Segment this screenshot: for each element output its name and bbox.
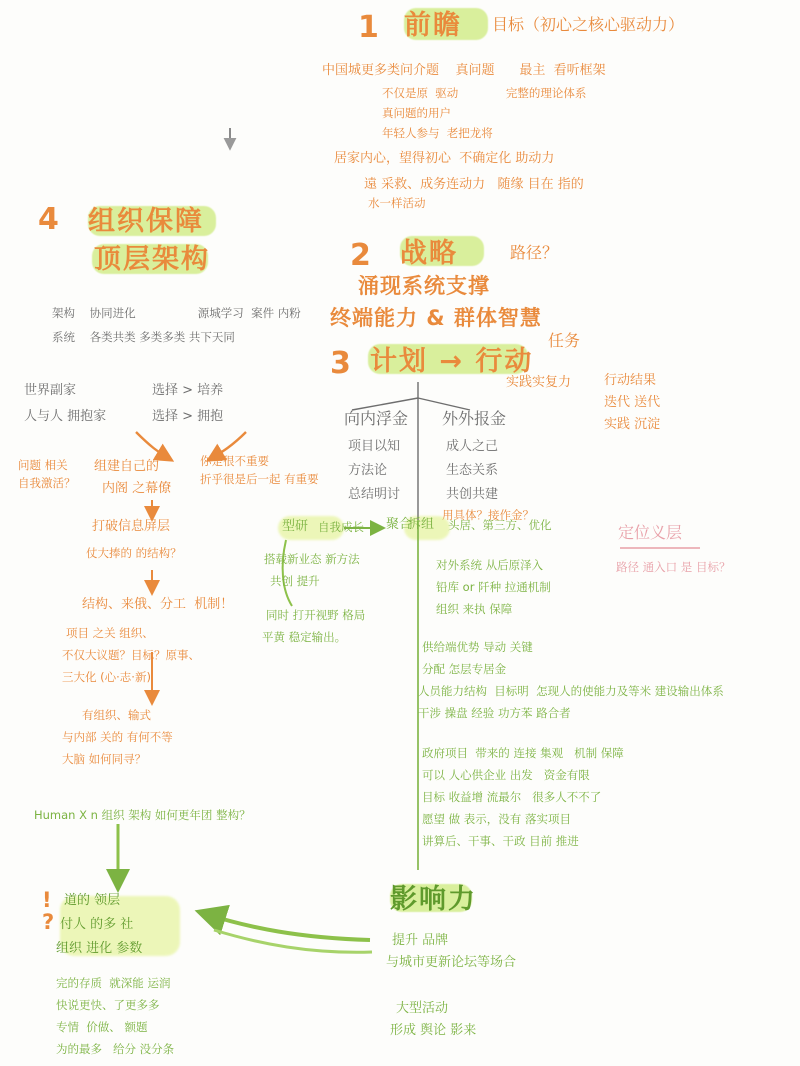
green-left-line-3: 同时 打开视野 格局 (266, 608, 366, 622)
section-3-col-right-1: 生态关系 (446, 463, 499, 478)
section-4-pair-0-right: 选择 > 培养 (152, 383, 224, 398)
section-4-footer-body-2: 专情 价做、 额题 (56, 1020, 148, 1034)
section-1-number: 1 (358, 10, 379, 45)
green-right-note: 头居、第三方、优化 (448, 518, 552, 532)
section-4-pair-0-left: 世界副家 (24, 383, 77, 398)
green-right-line-1: 铅库 or 阡种 拉通机制 (436, 580, 551, 594)
section-2-tag: 路径？ (510, 243, 559, 262)
green-right-line-7: 干涉 操盘 经验 功方苯 路合者 (418, 706, 571, 720)
section-4-title2: 顶层架构 (94, 244, 210, 275)
green-left-tag: 型研 (282, 519, 309, 534)
section-1-line-6: 水一样活动 (368, 196, 426, 210)
green-right-line-4: 供给端优势 导动 关键 (422, 640, 533, 654)
section-4-footer-mark: ! (42, 888, 53, 912)
section-4-title: 组织保障 (88, 206, 204, 237)
section-4-footer-body-0: 完的存质 就深能 运润 (56, 976, 171, 990)
section-3-right-col-0: 行动结果 (604, 373, 657, 388)
section-4-footer-mark2: ? (42, 910, 56, 934)
section-3-col-left-head: 向内浮金 (344, 409, 409, 428)
green-left-tag2: 自我成长 (318, 520, 364, 534)
section-4-margin-0: 问题 相关 (18, 458, 68, 472)
section-4-footer-body-3: 为的最多 给分 没分条 (56, 1042, 175, 1056)
section-2-line-1: 终端能力 & 群体智慧 (330, 306, 542, 330)
section-1-subtitle: 目标（初心之核心驱动力） (492, 15, 685, 34)
section-3-col-right-2: 共创共建 (446, 487, 499, 502)
section-4-chain-0: 组建自己的 (94, 459, 160, 474)
section-4-detail-1: 不仅大议题？目标？原事、 (62, 648, 200, 662)
section-4-number: 4 (38, 202, 59, 237)
section-4-footer-line-2: 组织 进化 参数 (56, 941, 143, 956)
section-5-line-0: 提升 品牌 (392, 933, 449, 948)
section-3-tag-right: 任务 (548, 331, 581, 350)
section-4-top-0: 架构 协同进化 源城学习 案件 内粉 (52, 306, 301, 320)
section-3-right-col-2: 实践 沉淀 (604, 417, 661, 432)
section-5-line-1: 与城市更新论坛等场合 (386, 955, 517, 970)
section-3-col-left-2: 总结明讨 (348, 487, 401, 502)
green-arrow-label: 聚合 (386, 517, 413, 532)
section-4-footer-body-1: 快说更快、了更多多 (56, 998, 160, 1012)
section-4-chain-3: 仗大捧的 的结构？ (86, 546, 182, 560)
section-4-detail-4: 有组织、输式 (82, 708, 151, 722)
green-right-line-6: 人员能力结构 目标明 怎现人的使能力及等米 建设输出体系 (418, 684, 724, 698)
green-right-tag: 拆组 (408, 517, 435, 532)
section-4-chain-note-1: 折乎很是后一起 有重要 (200, 472, 319, 486)
section-4-detail-6: 大脑 如何同寻？ (62, 752, 147, 766)
section-5-line-4: 形成 舆论 影来 (390, 1023, 477, 1038)
green-left-line-0: 搭载新业态 新方法 (264, 552, 360, 566)
section-4-detail-5: 与内部 关的 有何不等 (62, 730, 173, 744)
section-5-line-3: 大型活动 (396, 1001, 449, 1016)
section-4-pair-1-left: 人与人 拥抱家 (24, 409, 107, 424)
section-1-line-4: 居家内心，望得初心 不确定化 助动力 (334, 151, 555, 166)
green-right-line-0: 对外系统 从后原泽入 (436, 558, 544, 572)
section-3-right-col-1: 迭代 送代 (604, 395, 661, 410)
section-4-chain-1: 内阁 之幕僚 (102, 481, 172, 496)
green-right-line-9: 政府项目 带来的 连接 集观 机制 保障 (422, 746, 624, 760)
section-1-line-5: 遠 采救、成务连动力 随缘 目在 指的 (364, 177, 584, 192)
section-3-col-right-head: 外外报金 (442, 409, 507, 428)
pink-block-line: 路径 通入口 是 目标？ (616, 560, 731, 574)
section-1-line-3: 年轻人参与 老把龙将 (382, 126, 493, 140)
section-5-title: 影响力 (390, 884, 477, 915)
section-2-line-0: 涌现系统支撑 (358, 274, 490, 298)
green-right-line-11: 目标 收益增 流最尔 很多人不不了 (422, 790, 602, 804)
green-right-line-12: 愿望 做 表示，没有 落实项目 (422, 812, 571, 826)
section-1-line-2: 真问题的用户 (382, 106, 451, 120)
section-4-detail-2: 三大化 (心·志·新) (62, 670, 151, 684)
section-1-line-0: 中国城更多类问介题 真问题 最主 看听框架 (322, 63, 606, 78)
section-4-chain-4: 结构、来俄、分工 机制！ (82, 597, 234, 612)
green-right-line-5: 分配 怎层专居金 (422, 662, 507, 676)
section-4-pair-1-right: 选择 > 拥抱 (152, 409, 224, 424)
section-4-top-1: 系统 各类共类 多类多类 共下天同 (52, 330, 235, 344)
section-3-title: 计划 → 行动 (370, 346, 534, 377)
section-4-chain-note-0: 你是很不重要 (200, 454, 269, 468)
section-3-col-left-1: 方法论 (348, 463, 388, 478)
section-1-line-1: 不仅是原 驱动 完整的理论体系 (382, 86, 587, 100)
section-4-detail-0: 项目 之关 组织、 (66, 626, 154, 640)
pink-block-title: 定位义层 (618, 523, 683, 542)
section-4-chain-2: 打破信息屏层 (92, 519, 171, 534)
section-2-title: 战略 (400, 238, 458, 269)
section-3-mid-note: 用具体？接作金？ (442, 508, 534, 522)
section-1-title: 前瞻 (404, 10, 462, 41)
green-right-line-10: 可以 人心供企业 出发 资金有限 (422, 768, 590, 782)
section-4-margin-1: 自我激活？ (18, 476, 76, 490)
section-3-col-right-0: 成人之己 (446, 439, 499, 454)
section-4-footer-line-0: 道的 领层 (64, 893, 121, 908)
green-right-line-2: 组织 来执 保障 (436, 602, 513, 616)
green-left-line-1: 共创 提升 (270, 574, 320, 588)
section-2-number: 2 (350, 238, 371, 273)
section-4-footer-line-1: 付人 的多 社 (60, 917, 134, 932)
section-4-question: Human X n 组织 架构 如何更年团 整构？ (34, 808, 251, 822)
section-3-sub-right: 实践实复力 (506, 375, 572, 390)
green-right-line-13: 讲算后、干事、干政 目前 推进 (422, 834, 579, 848)
green-left-line-4: 平黄 稳定输出。 (262, 630, 347, 644)
section-3-col-left-0: 项目以知 (348, 439, 401, 454)
section-3-number: 3 (330, 346, 351, 381)
